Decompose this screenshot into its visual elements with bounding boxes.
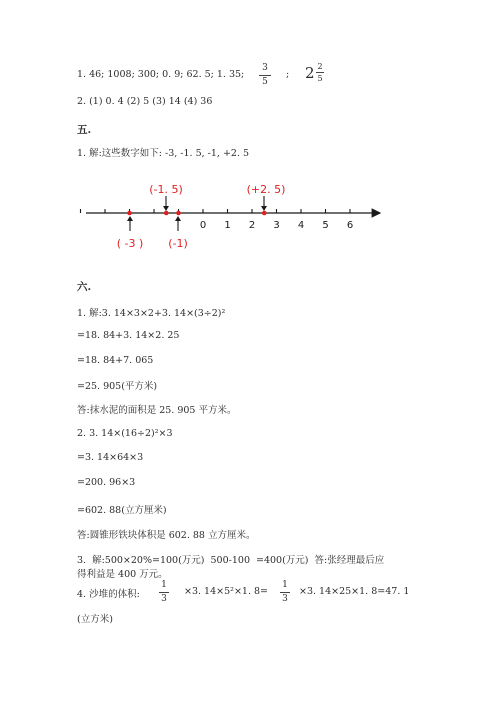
- fraction-bar: [159, 592, 169, 593]
- s6-q1-answer: 答:抹水泥的面积是 25. 905 平方米。: [77, 405, 237, 416]
- arrowhead-pos-2-5: [261, 206, 267, 211]
- tick-label: 0: [199, 220, 207, 231]
- label-neg-3: ( -3 ): [116, 237, 144, 250]
- label-pos-2-5: (+2. 5): [246, 183, 286, 196]
- number-line-point: [127, 211, 132, 216]
- s6-q2-line3: =200. 96×3: [77, 477, 136, 488]
- tick-label: 4: [297, 220, 305, 231]
- arrowhead-neg-3: [127, 216, 133, 221]
- q4-line1-text: 1. 46; 1008; 300; 0. 9; 62. 5; 1. 35;: [77, 69, 245, 80]
- q4-line2: 2. (1) 0. 4 (2) 5 (3) 14 (4) 36: [77, 96, 213, 107]
- tick-label: 6: [346, 220, 354, 231]
- fraction-numerator: 2: [317, 62, 323, 71]
- section-6-title: 六.: [77, 281, 92, 293]
- s6-q1-line1: 1. 解:3. 14×3×2+3. 14×(3÷2)²: [77, 308, 226, 319]
- s6-q4-prefix: 4. 沙堆的体积:: [77, 589, 140, 600]
- tick-label: 2: [248, 220, 256, 231]
- s6-q3-line2: 得利益是 400 万元。: [77, 569, 168, 580]
- s6-q4-middle: ×3. 14×5²×1. 8=: [184, 586, 268, 597]
- fraction-one-third-a: [159, 580, 169, 605]
- s6-q1-line3: =18. 84+7. 065: [77, 355, 154, 366]
- fraction-one-third-b: [280, 580, 290, 605]
- fraction-denominator: 5: [262, 77, 268, 87]
- number-line-ticks: [81, 209, 354, 231]
- fraction-denominator: 5: [317, 74, 323, 83]
- s6-q3-line1: 3. 解:500×20%=100(万元) 500-100 =400(万元) 答:张经理最后应: [77, 555, 385, 566]
- s6-q1-line4: =25. 905(平方米): [77, 381, 158, 392]
- fraction-numerator: 3: [262, 63, 268, 73]
- fraction-denominator: 3: [161, 594, 167, 604]
- s6-q2-line4: =602. 88(立方厘米): [77, 505, 167, 516]
- s6-q2-line1: 2. 3. 14×(16÷2)²×3: [77, 428, 173, 439]
- tick-label: 5: [322, 220, 329, 231]
- s6-q4-suffix: ×3. 14×25×1. 8=47. 1: [299, 586, 410, 597]
- fraction-denominator: 3: [282, 594, 288, 604]
- arrowhead-neg-1-5: [163, 206, 169, 211]
- section-5-intro: 1. 解:这些数字如下: -3, -1. 5, -1, +2. 5: [77, 148, 250, 159]
- s6-q2-answer: 答:圆锥形铁块体积是 602. 88 立方厘米。: [77, 530, 256, 541]
- mixed-number-whole: 2: [305, 64, 315, 82]
- tick-label: 1: [224, 220, 231, 231]
- fraction-numerator: 1: [282, 580, 288, 590]
- s6-q1-line2: =18. 84+3. 14×2. 25: [77, 330, 180, 341]
- s6-q2-line2: =3. 14×64×3: [77, 452, 144, 463]
- label-neg-1-5: (-1. 5): [149, 183, 183, 196]
- section-5-title: 五.: [77, 124, 92, 136]
- number-line-figure: [0, 0, 500, 300]
- tick-label: 3: [273, 220, 280, 231]
- q4-separator: ;: [286, 69, 290, 80]
- label-neg-1: (-1): [168, 237, 188, 250]
- number-line-point: [164, 211, 169, 216]
- s6-q4-unit: (立方米): [77, 614, 113, 625]
- arrowhead-neg-1: [175, 216, 181, 221]
- fraction-bar: [280, 592, 290, 593]
- number-line-point: [176, 211, 181, 216]
- fraction-numerator: 1: [161, 580, 167, 590]
- number-line-point: [262, 211, 267, 216]
